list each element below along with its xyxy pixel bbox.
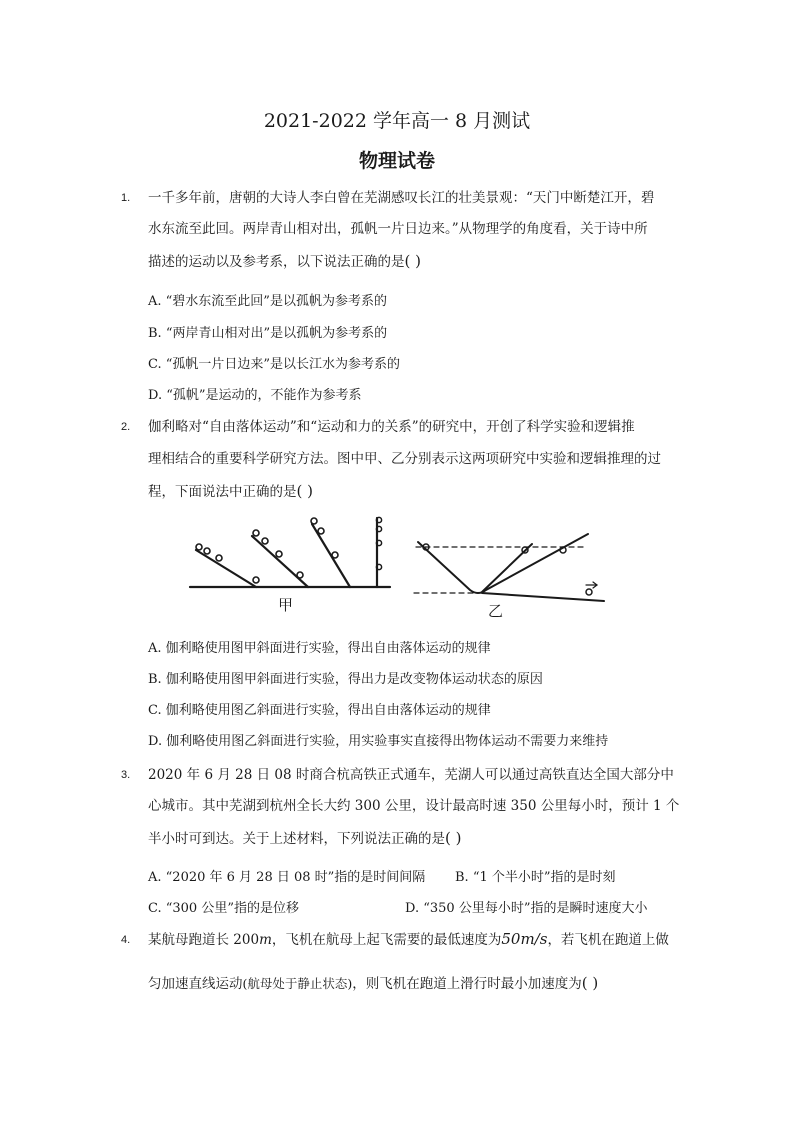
jia-incline-1 bbox=[196, 550, 256, 587]
question-3-line-3-text: 半小时可到达。关于上述材料，下列说法正确的是 bbox=[148, 831, 445, 847]
answer-paren: ( ) bbox=[581, 974, 599, 992]
jia-ball bbox=[196, 544, 202, 550]
jia-ball bbox=[297, 572, 303, 578]
jia-ball bbox=[311, 518, 317, 524]
question-2-option-b: B. 伽利略使用图甲斜面进行实验，得出力是改变物体运动状态的原因 bbox=[148, 672, 543, 687]
answer-paren: ( ) bbox=[404, 252, 421, 270]
question-2-line-3 bbox=[148, 480, 313, 500]
question-1-line-3-text: 描述的运动以及参考系，以下说法正确的是 bbox=[148, 254, 405, 270]
question-1-option-a: A. “碧水东流至此回”是以孤帆为参考系的 bbox=[148, 294, 387, 309]
jia-ball bbox=[318, 528, 324, 534]
jia-ball bbox=[253, 577, 259, 583]
question-3-line-3 bbox=[148, 827, 461, 847]
question-4-text-f: ，则飞机在跑道上滑行时最小加速度为 bbox=[352, 976, 582, 992]
question-2-option-d: D. 伽利略使用图乙斜面进行实验，用实验事实直接得出物体运动不需要力来维持 bbox=[148, 734, 609, 749]
jia-ball bbox=[216, 555, 222, 561]
jia-ball bbox=[253, 530, 259, 536]
question-1-line-1: 一千多年前，唐朝的大诗人李白曾在芜湖感叹长江的壮美景观：“天门中断楚江开，碧 bbox=[148, 190, 655, 206]
yi-incline-shallow bbox=[418, 534, 588, 593]
question-2-option-c: C. 伽利略使用图乙斜面进行实验，得出自由落体运动的规律 bbox=[148, 703, 491, 718]
question-4-line-2 bbox=[148, 972, 598, 992]
jia-incline-3 bbox=[312, 524, 350, 587]
question-2-option-a: A. 伽利略使用图甲斜面进行实验，得出自由落体运动的规律 bbox=[148, 641, 491, 656]
question-1-option-c: C. “孤帆一片日边来”是以长江水为参考系的 bbox=[148, 357, 401, 372]
question-4-line-1 bbox=[148, 928, 669, 948]
question-3-line-1: 2020 年 6 月 28 日 08 时商合杭高铁正式通车，芜湖人可以通过高铁直达全国大部分中 bbox=[148, 767, 674, 783]
question-1-number: 1. bbox=[121, 192, 131, 204]
question-3-option-c: C. “300 公里”指的是位移 bbox=[148, 901, 299, 916]
galileo-experiment-figure bbox=[186, 514, 616, 628]
question-4-text-c: ，若飞机在跑道上做 bbox=[547, 932, 669, 948]
jia-ball bbox=[332, 552, 338, 558]
answer-paren: ( ) bbox=[445, 829, 462, 847]
question-2-number: 2. bbox=[121, 421, 131, 433]
question-3-option-d: D. “350 公里每小时”指的是瞬时速度大小 bbox=[405, 901, 648, 916]
question-4-text-a: 某航母跑道长 200 bbox=[148, 932, 260, 948]
question-2-line-2: 理相结合的重要科学研究方法。图中甲、乙分别表示这两项研究中实验和逻辑推理的过 bbox=[148, 451, 661, 467]
unit-m: m bbox=[259, 932, 272, 948]
question-4-text-d: 匀加速直线运动 bbox=[148, 976, 243, 992]
question-2-line-3-text: 程，下面说法中正确的是 bbox=[148, 484, 297, 500]
figure-label-yi: 乙 bbox=[488, 602, 504, 620]
question-1-line-3 bbox=[148, 250, 421, 270]
answer-paren: ( ) bbox=[296, 482, 313, 500]
jia-ball bbox=[262, 538, 268, 544]
question-3-option-a: A. “2020 年 6 月 28 日 08 时”指的是时间间隔 bbox=[148, 870, 426, 885]
exam-subtitle: 物理试卷 bbox=[358, 150, 435, 172]
figure-svg bbox=[186, 514, 616, 624]
question-1-option-d: D. “孤帆”是运动的，不能作为参考系 bbox=[148, 388, 362, 403]
question-1-line-2: 水东流至此回。两岸青山相对出，孤帆一片日边来。”从物理学的角度看，关于诗中所 bbox=[148, 221, 648, 237]
figure-label-jia: 甲 bbox=[278, 596, 294, 614]
yi-ball-moving bbox=[586, 589, 592, 595]
jia-incline-2 bbox=[252, 536, 308, 587]
question-4-text-e: (航母处于静止状态) bbox=[242, 976, 353, 991]
jia-ball bbox=[204, 548, 210, 554]
question-2-line-1: 伽利略对“自由落体运动”和“运动和力的关系”的研究中，开创了科学实验和逻辑推 bbox=[148, 419, 635, 435]
question-3-option-b: B. “1 个半小时”指的是时刻 bbox=[455, 870, 616, 885]
jia-ball bbox=[276, 551, 282, 557]
exam-title: 2021-2022 学年高一 8 月测试 bbox=[263, 110, 531, 132]
speed-value: 50m/s bbox=[501, 930, 548, 948]
question-3-line-2: 心城市。其中芜湖到杭州全长大约 300 公里，设计最高时速 350 公里每小时，预计 1 个 bbox=[148, 798, 680, 814]
question-3-number: 3. bbox=[121, 769, 131, 781]
question-4-number: 4. bbox=[121, 934, 131, 946]
question-1-option-b: B. “两岸青山相对出”是以孤帆为参考系的 bbox=[148, 326, 388, 341]
question-4-text-b: ，飞机在航母上起飞需要的最低速度为 bbox=[271, 932, 502, 948]
